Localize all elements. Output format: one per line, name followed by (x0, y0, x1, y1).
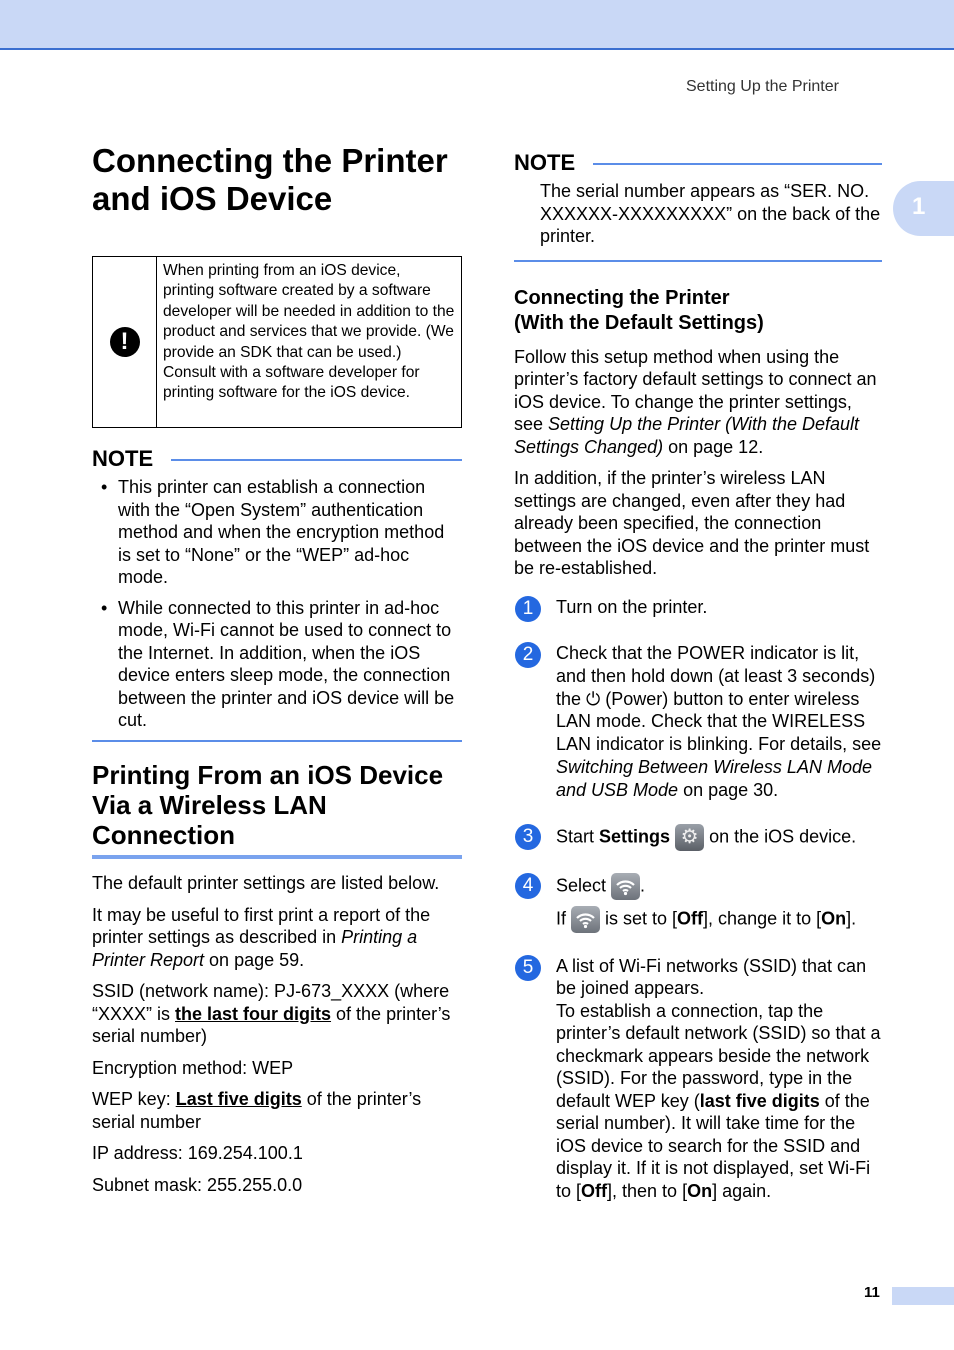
wep-label: WEP key: (92, 1089, 176, 1109)
setup-page-ref: on page 12. (663, 436, 764, 457)
chapter-number: 1 (912, 193, 926, 220)
step-5-on: On (687, 1180, 713, 1201)
caution-box (92, 256, 462, 428)
step-number-3: 3 (515, 824, 541, 850)
note-label: NOTE (92, 446, 154, 471)
step-2-page-ref: on page 30. (678, 779, 779, 800)
section-rule (92, 855, 462, 859)
step-4-change: ], change it to [ (703, 907, 822, 928)
step-5-end: ] again. (712, 1180, 772, 1201)
chapter-tab (893, 181, 954, 236)
wep-emphasis: Last five digits (175, 1089, 302, 1109)
page-number: 11 (864, 1284, 880, 1301)
note-label-right: NOTE (514, 150, 576, 175)
ip-paragraph: IP address: 169.254.100.1 (92, 1143, 303, 1163)
intro-paragraph: The default printer settings are listed below. (92, 873, 440, 893)
wifi-icon (611, 873, 640, 900)
step-4-if: If (556, 907, 572, 928)
page-title-line2: and iOS Device (92, 180, 333, 217)
step-3-text: Start (556, 825, 600, 846)
page-title-block (92, 142, 462, 218)
header-band (0, 0, 954, 50)
power-icon: ⏻ (586, 688, 601, 709)
default-settings-body (92, 872, 462, 1205)
step-5-bold: last five digits (699, 1090, 820, 1111)
section-title-line3: Connection (92, 820, 235, 850)
ssid-text-end: of the printer’s serial number) (92, 1003, 451, 1046)
step-number-1: 1 (515, 596, 541, 622)
step-4-line1 (556, 873, 882, 900)
wifi-icon (571, 906, 600, 933)
step-4 (514, 873, 882, 933)
step-4-end: ]. (846, 907, 857, 928)
note-heading (92, 446, 462, 472)
note-section-left (92, 446, 462, 742)
on-label: On (821, 907, 847, 928)
step-number-4: 4 (515, 873, 541, 899)
note-end-rule (92, 740, 462, 742)
step-1 (514, 596, 882, 619)
encryption-paragraph: Encryption method: WEP (92, 1057, 294, 1078)
step-2 (514, 642, 882, 802)
note-end-rule-right (514, 260, 882, 262)
note-rule (171, 459, 462, 461)
step-5-text-mid: of the serial number). It will take time for the iOS device to search for the SSID and display it. If it is not displayed, set Wi-Fi to [ (556, 1090, 871, 1201)
reestablish-paragraph: In addition, if the printer’s wireless LAN settings are changed, even after they had already been specified, the connection between the iOS device and the printer must be re-established. (514, 468, 870, 578)
subsection-title-line2: (With the Default Settings) (514, 311, 764, 334)
step-5-text: To establish a connection, tap the printer’s default network (SSID) so that a checkmark appears beside the network (SSID). For the password, type in the default WEP key ( (556, 1000, 881, 1111)
step-5 (514, 955, 882, 1203)
serial-note-text: The serial number appears as “SER. NO. XXXXXX-XXXXXXXXX” on the back of the printer. (540, 181, 881, 246)
exclamation-icon: ! (110, 327, 140, 357)
step-2-link[interactable]: Switching Between Wireless LAN Mode and USB Mode (556, 756, 872, 800)
note-bullet-list (92, 476, 462, 732)
subsection-body (514, 346, 882, 580)
note-rule-right (593, 163, 882, 165)
settings-label: Settings (599, 825, 671, 846)
setup-text: Follow this setup method when using the printer’s factory default settings to connect an iOS device. To change the printer settings, see (514, 346, 877, 434)
ssid-paragraph (92, 980, 462, 1048)
note-heading-right (514, 150, 882, 176)
step-5-body (556, 1000, 882, 1203)
step-4-line2 (556, 906, 882, 933)
caution-icon-cell (93, 257, 157, 427)
ssid-emphasis: the last four digits (175, 1003, 332, 1024)
report-link[interactable]: Printing a Printer Report (92, 927, 418, 970)
ssid-text: SSID (network name): PJ-673_XXXX (where “XXXX” is (92, 981, 450, 1024)
wep-paragraph (92, 1088, 462, 1133)
setup-paragraph (514, 346, 882, 459)
page-tab (892, 1287, 954, 1305)
setup-link[interactable]: Setting Up the Printer (With the Default Settings Changed) (514, 414, 860, 457)
note-bullet-2: • While connected to this printer in ad-hoc mode, Wi-Fi cannot be used to connect to the Internet. In addition, when the iOS device enters sleep mode, the connection between the printer and iOS device will be cut. (92, 597, 462, 732)
step-4-text: Select (556, 874, 612, 895)
page-title-line1: Connecting the Printer (92, 142, 448, 179)
step-5-line1: A list of Wi-Fi networks (SSID) that can be joined appears. (556, 955, 867, 999)
step-1-text: Turn on the printer. (556, 596, 708, 617)
settings-gear-icon (675, 824, 704, 851)
step-2-text: Check that the POWER indicator is lit, and then hold down (at least 3 seconds) the (556, 643, 876, 709)
step-4-set: is set to [ (600, 907, 678, 928)
subsection-heading (514, 286, 882, 336)
wep-text-end: of the printer’s serial number (92, 1089, 422, 1132)
caution-text: When printing from an iOS device, printing software created by a software developer will be needed in addition to the product and services that we provide. (We provide an SDK that can be used.) Consult with a software developer for printing software for the iOS device. (163, 262, 455, 402)
step-5-off: Off (581, 1180, 608, 1201)
subsection-title-line1: Connecting the Printer (514, 286, 730, 309)
section-heading-block (92, 760, 462, 859)
step-number-5: 5 (515, 955, 541, 981)
section-title-line2: Via a Wireless LAN (92, 790, 327, 820)
right-column (514, 150, 882, 1202)
step-3-text-end: on the iOS device. (709, 825, 857, 846)
section-title-line1: Printing From an iOS Device (92, 760, 444, 790)
note-bullet-1: • This printer can establish a connection with the “Open System” authentication method and when the encryption method is set to “None” or the “WEP” ad-hoc mode. (92, 476, 462, 589)
report-paragraph (92, 904, 462, 972)
running-header: Setting Up the Printer (686, 78, 839, 95)
step-number-2: 2 (515, 642, 541, 668)
report-page-ref: on page 59. (204, 949, 305, 970)
off-label: Off (677, 907, 704, 928)
step-5-then: ], then to [ (607, 1180, 688, 1201)
step-2-text-mid: (Power) button to enter wireless LAN mode. Check that the WIRELESS LAN indicator is blinking. For details, see (556, 688, 882, 755)
step-4-text-end: . (640, 874, 646, 895)
report-text: It may be useful to first print a report of the printer settings as described in (92, 904, 431, 947)
step-3 (514, 824, 882, 851)
subnet-paragraph: Subnet mask: 255.255.0.0 (92, 1174, 303, 1195)
